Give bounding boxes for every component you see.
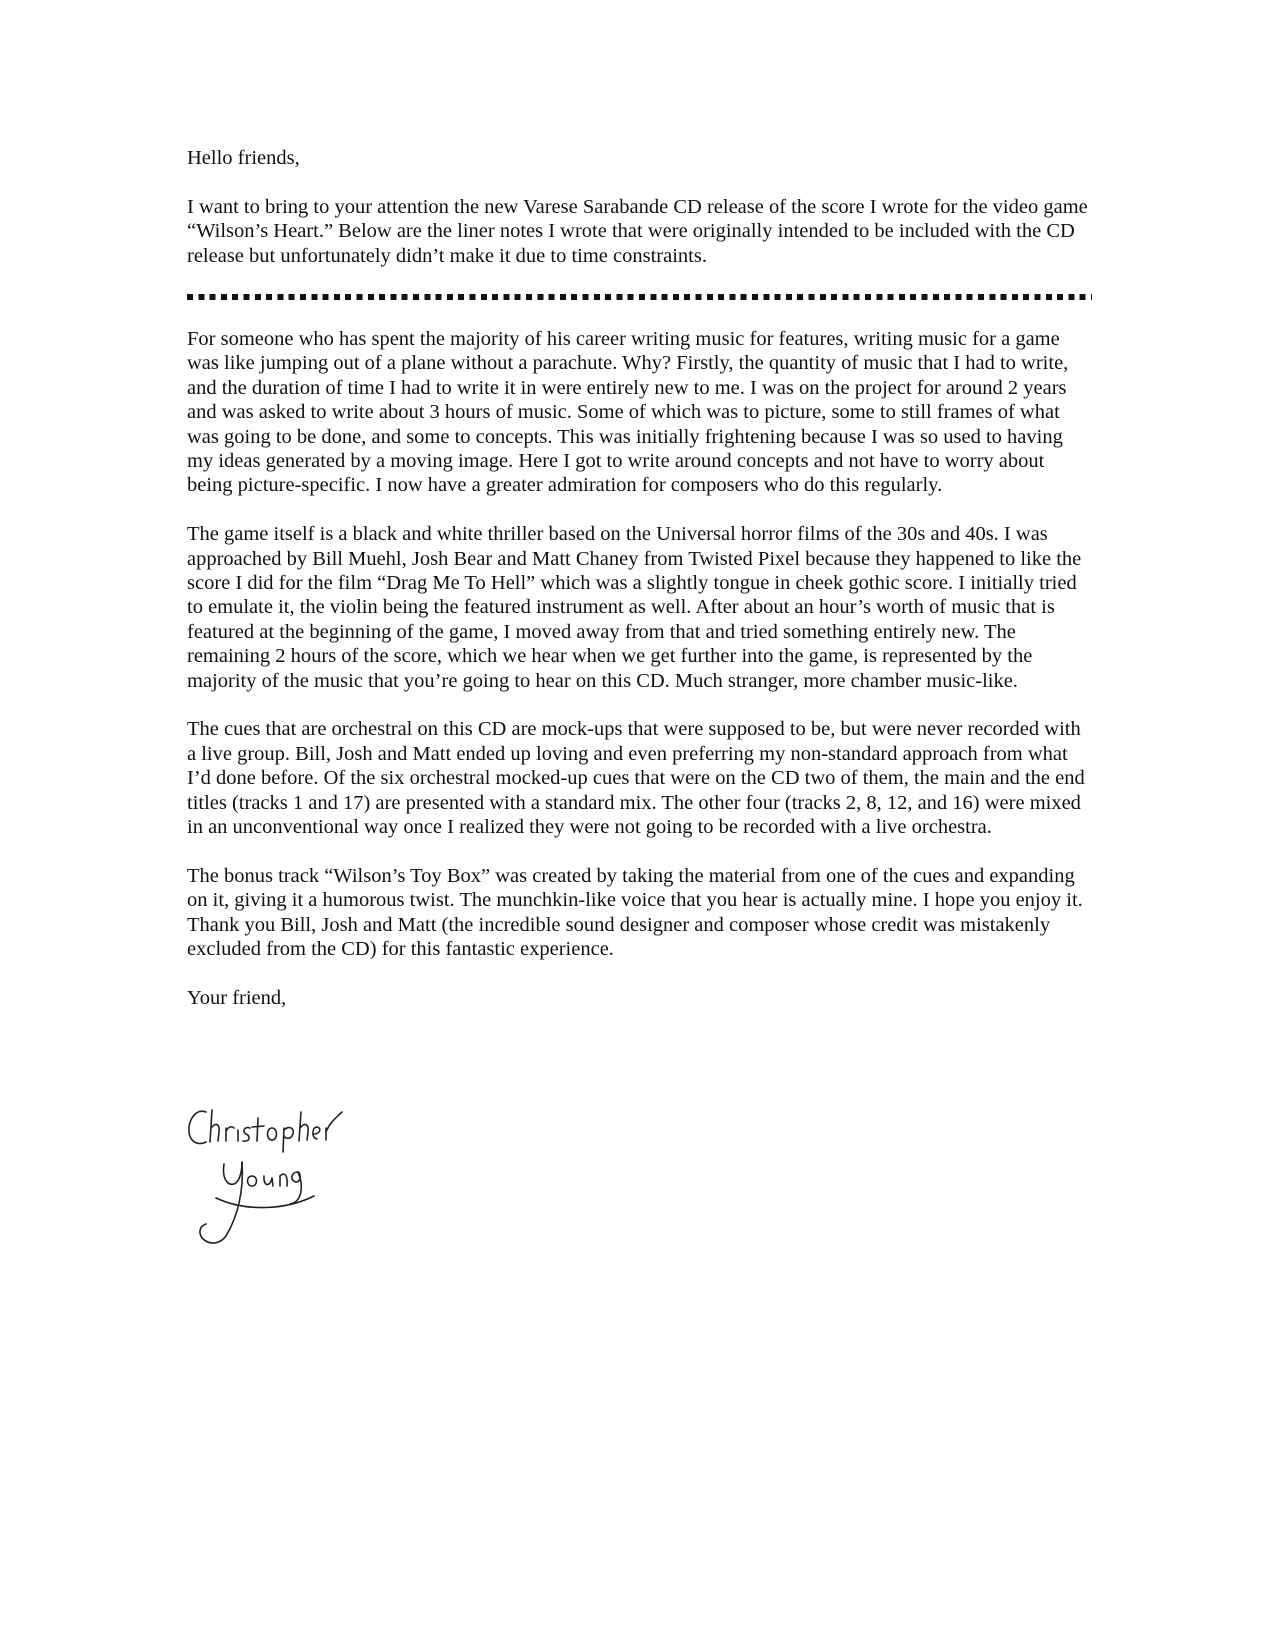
closing: Your friend, bbox=[187, 986, 287, 1009]
intro-paragraph: I want to bring to your attention the new Varese Sarabande CD release of the score I wrote for the video game “Wilson’s Heart.” Below are the liner notes I wrote that were originally intended to be included with the CD release but unfortunately didn’t make it due to time constraints. bbox=[187, 195, 1088, 267]
liner-notes-paragraph-2: The game itself is a black and white thriller based on the Universal horror films of the 30s and 40s. I was approached by Bill Muehl, Josh Bear and Matt Chaney from Twisted Pixel because they happened to like the score I did for the film “Drag Me To Hell” which was a slightly tongue in cheek gothic score. I initially tried to emulate it, the violin being the featured instrument as well. After about an hour’s worth of music that is featured at the beginning of the game, I moved away from that and tried something entirely new. The remaining 2 hours of the score, which we hear when we get further into the game, is represented by the majority of the music that you’re going to hear on this CD. Much stranger, more chamber music-like. bbox=[187, 523, 1082, 692]
liner-notes-paragraph-3: The cues that are orchestral on this CD are mock-ups that were supposed to be, but were never recorded with a live group. Bill, Josh and Matt ended up loving and even preferring my non-standard approach from what I’d done before. Of the six orchestral mocked-up cues that were on the CD two of them, the main and the end titles (tracks 1 and 17) are presented with a standard mix. The other four (tracks 2, 8, 12, and 16) were mixed in an unconventional way once I realized they were not going to be recorded with a live orchestra. bbox=[187, 718, 1085, 839]
signature-graphic bbox=[186, 1106, 356, 1256]
liner-notes-paragraph-1: For someone who has spent the majority of his career writing music for features, writing music for a game was like jumping out of a plane without a parachute. Why? Firstly, the quantity of music that I had to write, and the duration of time I had to write it in were entirely new to me. I was on the project for around 2 years and was asked to write about 3 hours of music. Some of which was to picture, some to still frames of what was going to be done, and some to concepts. This was initially frightening because I was so used to having my ideas generated by a moving image. Here I got to write around concepts and not have to worry about being picture-specific. I now have a greater admiration for composers who do this regularly. bbox=[187, 328, 1069, 497]
letter-body bbox=[187, 146, 1092, 1010]
dotted-divider bbox=[187, 294, 1092, 300]
greeting: Hello friends, bbox=[187, 147, 300, 169]
handwritten-signature bbox=[186, 1106, 356, 1256]
liner-notes-paragraph-4: The bonus track “Wilson’s Toy Box” was created by taking the material from one of the cues and expanding on it, giving it a humorous twist. The munchkin-like voice that you hear is actually mine. I hope you enjoy it. Thank you Bill, Josh and Matt (the incredible sound designer and composer whose credit was mistakenly excluded from the CD) for this fantastic experience. bbox=[187, 864, 1083, 961]
